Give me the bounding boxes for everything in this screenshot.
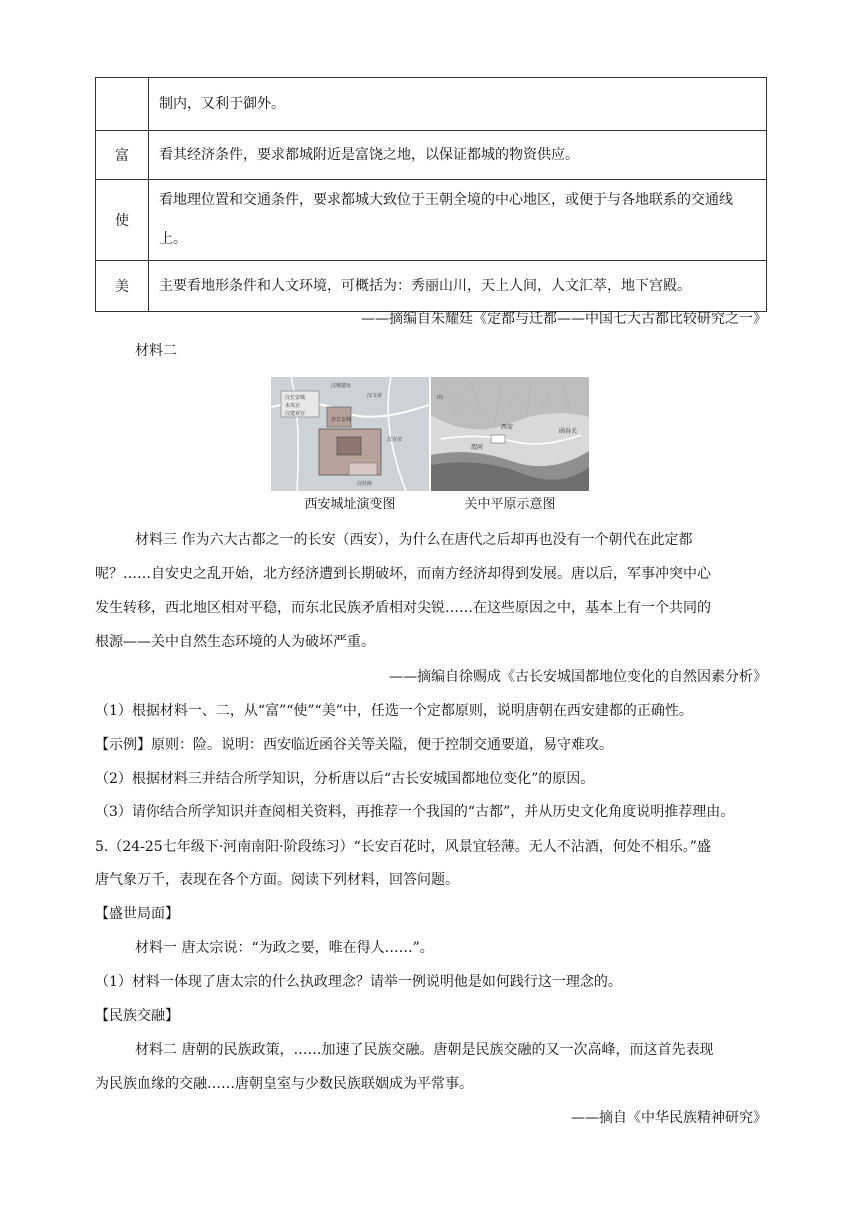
map-label: 汉杜陵 bbox=[357, 481, 373, 487]
principle-key: 富 bbox=[96, 131, 149, 180]
figure-caption-1: 西安城址演变图 bbox=[304, 497, 396, 512]
question-3: （3）请你结合所学知识并查阅相关资料，再推荐一个我国的“古都”，并从历史文化角度说明推荐理由。 bbox=[95, 804, 735, 820]
material-1: 材料一 唐太宗说：“为政之要，唯在得人……”。 bbox=[135, 940, 434, 956]
source-citation-5: ——摘自《中华民族精神研究》 bbox=[571, 1110, 767, 1126]
map-label: 唐长安城 bbox=[331, 417, 352, 423]
example-answer: 【示例】原则：险。说明：西安临近函谷关等关隘，便于控制交通要道，易守难攻。 bbox=[95, 737, 613, 753]
table-row bbox=[96, 131, 767, 180]
table-row bbox=[96, 261, 767, 312]
map-label: 汉建章宫 bbox=[285, 411, 306, 417]
guanzhong-plain-map bbox=[431, 377, 589, 491]
map-drawing bbox=[271, 377, 429, 491]
principle-desc: 制内，又利于御外。 bbox=[149, 78, 767, 131]
figure-caption-2: 关中平原示意图 bbox=[464, 497, 556, 512]
section-heading: 【民族交融】 bbox=[95, 1008, 179, 1024]
map-label: 汉城遗址 bbox=[331, 383, 352, 389]
problem5-stem: 5.（24-25七年级下·河南南阳·阶段练习）“长安百花时，风景宜轻薄。无人不沾酒，何处不相乐。”盛 bbox=[95, 839, 711, 855]
map-label: 汉宣帝 bbox=[387, 437, 403, 443]
problem5-stem: 唐气象万千，表现在各个方面。阅读下列材料，回答问题。 bbox=[95, 872, 459, 888]
principle-key bbox=[96, 78, 149, 131]
question-2: （2）根据材料三并结合所学知识，分析唐以后“古长安城国都地位变化”的原因。 bbox=[95, 771, 595, 787]
terrain-drawing bbox=[431, 377, 589, 491]
map-label: 汉长安城 bbox=[285, 395, 306, 401]
principle-desc: 看其经济条件，要求都城附近是富饶之地，以保证都城的物资供应。 bbox=[149, 131, 767, 180]
material3-line: 根源——关中自然生态环境的人为破坏严重。 bbox=[95, 634, 375, 650]
xian-city-evolution-map bbox=[271, 377, 429, 491]
material-2: 材料二 唐朝的民族政策，……加速了民族交融。唐朝是民族交融的又一次高峰，而这首先表现 bbox=[135, 1042, 714, 1058]
map-label: 渭河 bbox=[471, 444, 484, 451]
map-label: 未央宫 bbox=[285, 403, 301, 409]
source-citation-1: ——摘编自朱耀廷《定都与迁都——中国七大古都比较研究之一》 bbox=[361, 311, 767, 327]
principle-desc: 主要看地形条件和人文环境，可概括为：秀丽山川，天上人间，人文汇萃，地下宫殿。 bbox=[149, 261, 767, 312]
section-heading: 【盛世局面】 bbox=[95, 906, 179, 922]
table-row bbox=[96, 78, 767, 131]
question-1: （1）根据材料一、二，从“富”“使”“美”中，任选一个定都原则，说明唐朝在西安建都的正确性。 bbox=[95, 703, 693, 719]
material3-line: 材料三 作为六大古都之一的长安（西安），为什么在唐代之后却再也没有一个朝代在此定都 bbox=[135, 532, 693, 548]
problem5-question-1: （1）材料一体现了唐太宗的什么执政理念？请举一例说明他是如何践行这一理念的。 bbox=[95, 974, 622, 990]
source-citation-3: ——摘编自徐赐成《古长安城国都地位变化的自然因素分析》 bbox=[389, 669, 767, 685]
table-row bbox=[96, 180, 767, 261]
material3-line: 呢？……自安史之乱开始，北方经济遭到长期破坏，而南方经济却得到发展。唐以后，军事冲突中心 bbox=[95, 566, 711, 582]
principles-table bbox=[95, 77, 767, 312]
principle-desc: 看地理位置和交通条件，要求都城大致位于王朝全境的中心地区，或便于与各地联系的交通线上。 bbox=[149, 180, 767, 261]
map-label: 汉文帝 bbox=[367, 393, 383, 399]
principle-key: 使 bbox=[96, 180, 149, 261]
material-2: 为民族血缘的交融……唐朝皇室与少数民族联姻成为平常事。 bbox=[95, 1076, 473, 1092]
map-label: 西安 bbox=[501, 424, 514, 431]
material3-line: 发生转移，西北地区相对平稳，而东北民族矛盾相对尖锐……在这些原因之中，基本上有一个共同的 bbox=[95, 600, 711, 616]
map-label: 山 bbox=[437, 394, 444, 401]
principle-key: 美 bbox=[96, 261, 149, 312]
map-label: 函谷关 bbox=[559, 428, 578, 435]
material2-title: 材料二 bbox=[135, 343, 177, 359]
